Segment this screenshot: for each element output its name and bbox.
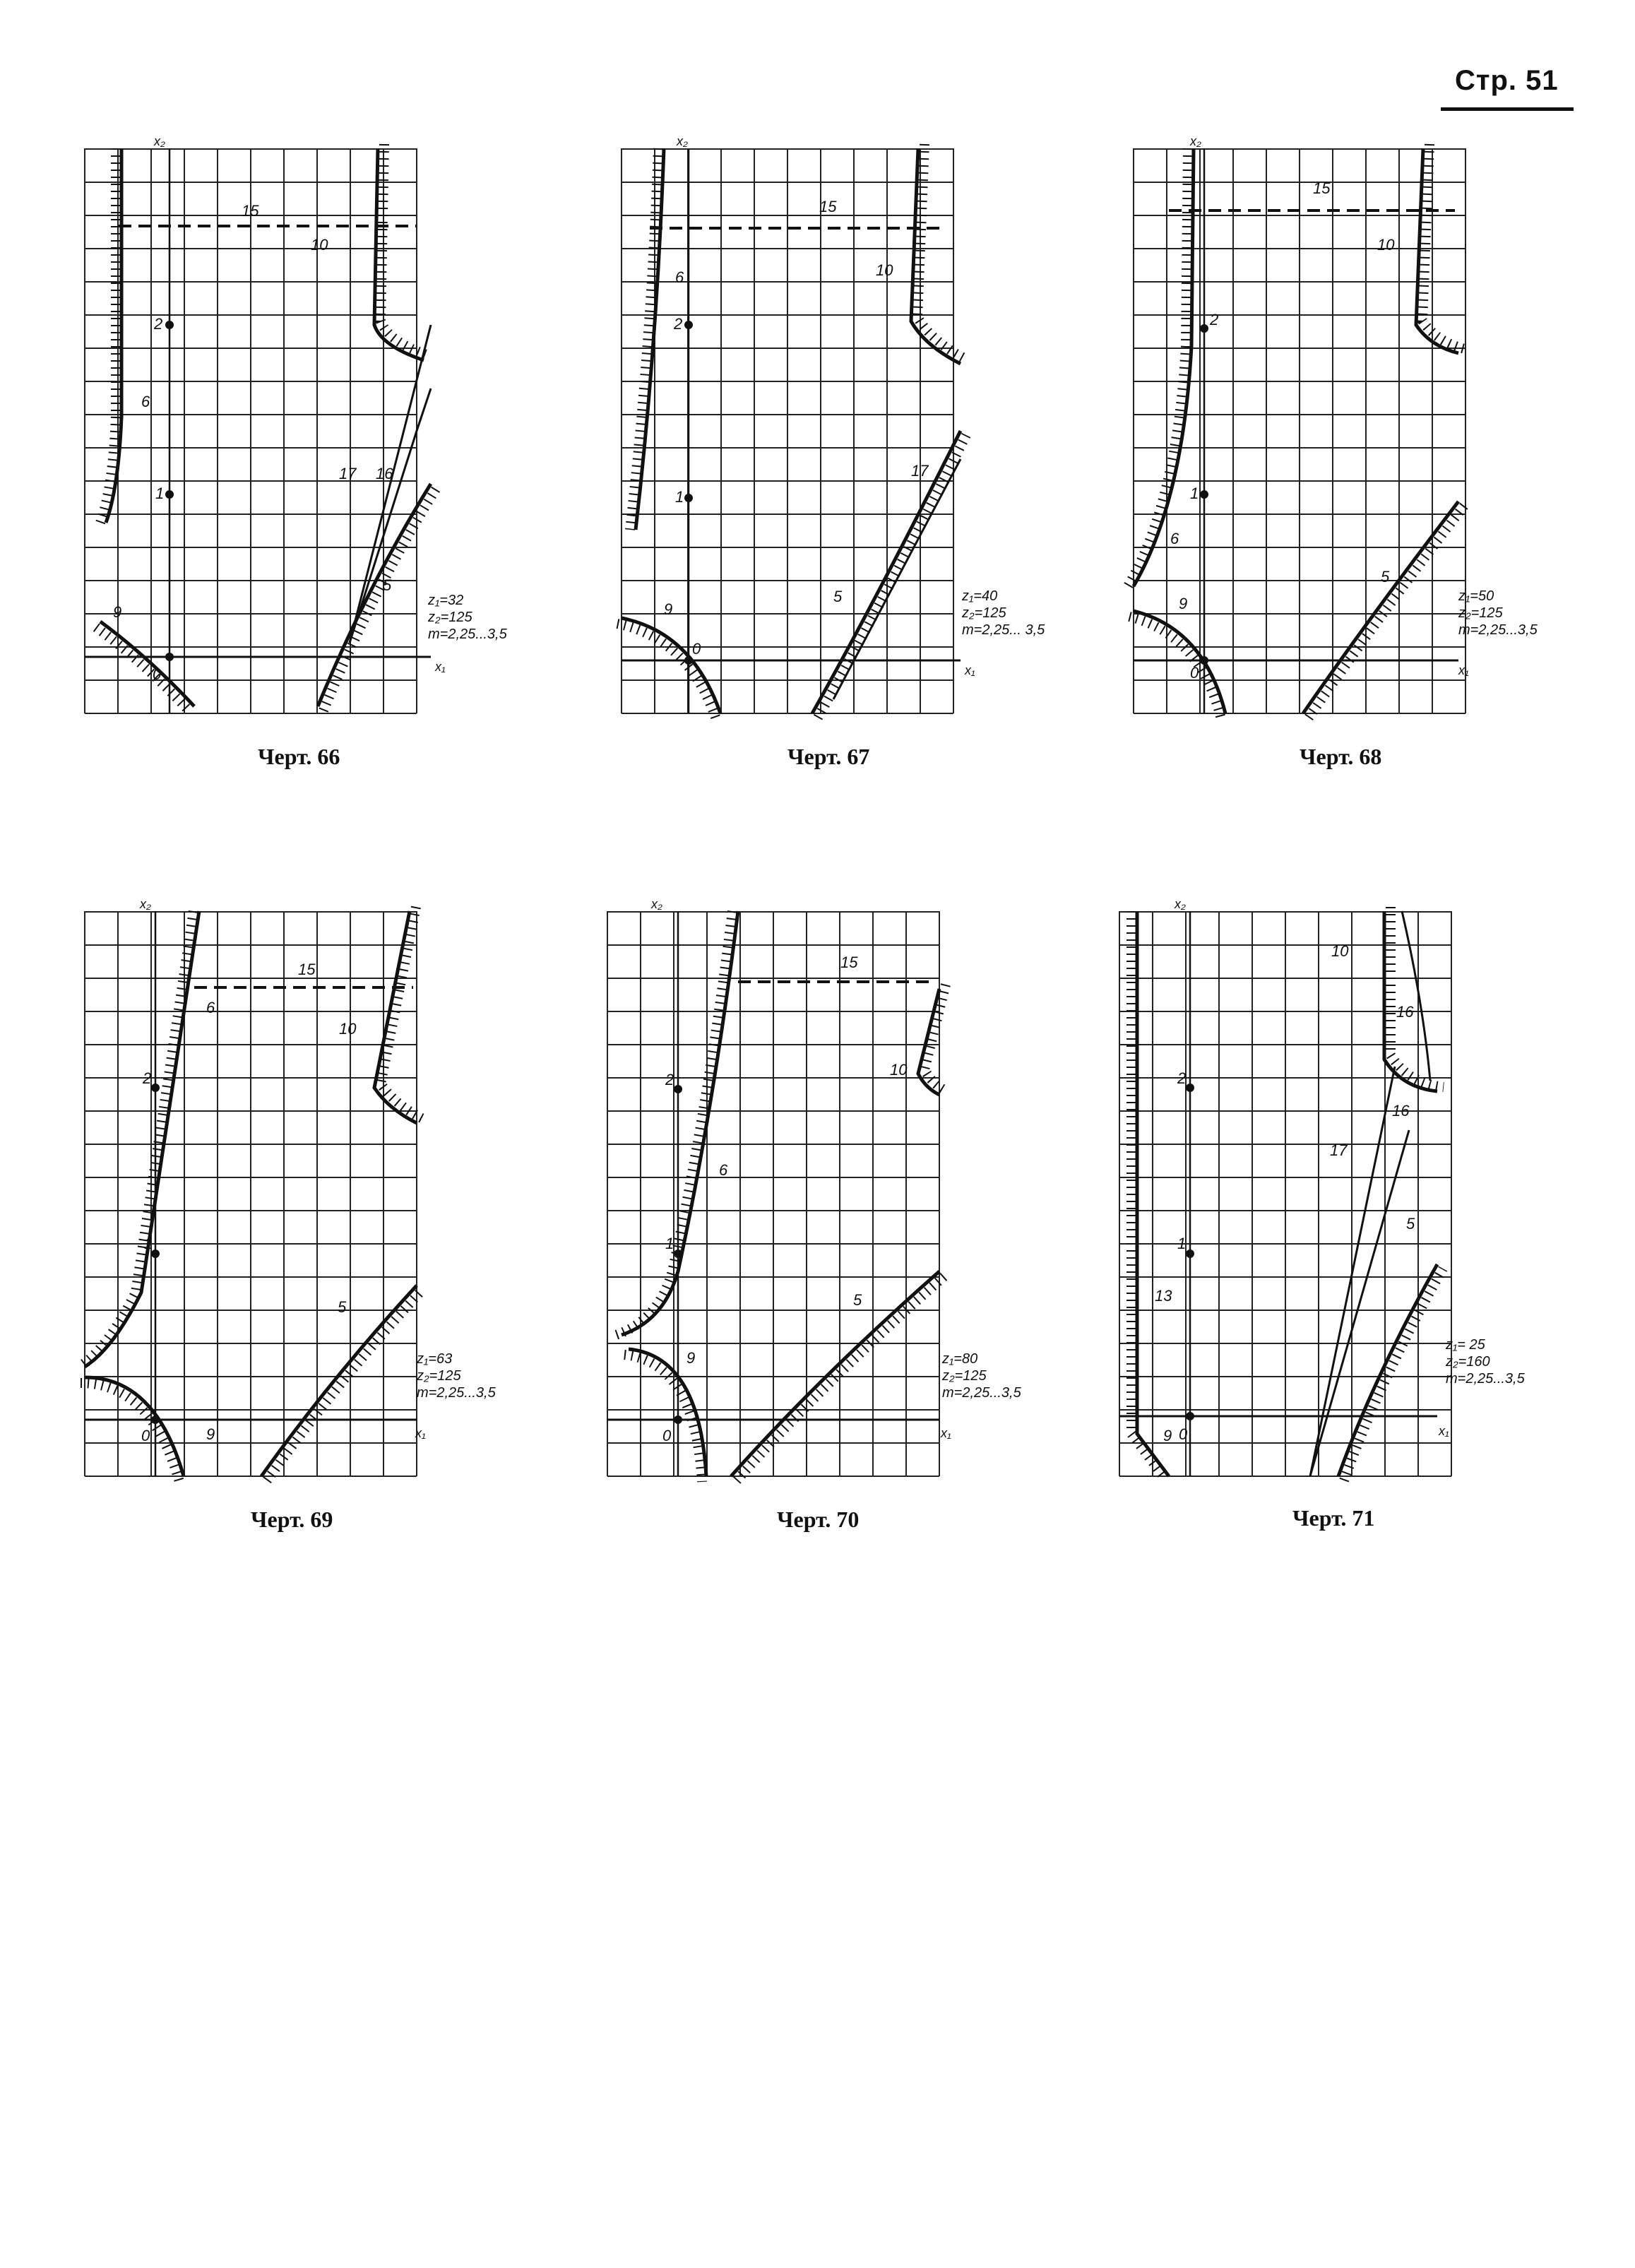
label-9: 9 xyxy=(1179,595,1188,612)
x1-axis-label: x₁ xyxy=(1439,1424,1449,1438)
curve-5-hatch xyxy=(1344,1269,1443,1480)
param-z2: z₂=125 xyxy=(962,605,1006,621)
x1-axis-label: x₁ xyxy=(415,1426,426,1440)
curve-5-hatch xyxy=(267,1290,422,1480)
label-5: 5 xyxy=(1381,568,1390,586)
param-z2: z₂=125 xyxy=(1458,605,1503,621)
point-1 xyxy=(165,490,174,499)
tick-1: 1 xyxy=(1190,485,1199,502)
label-5: 5 xyxy=(833,588,843,605)
label-10: 10 xyxy=(339,1020,357,1038)
param-z1: z₁=63 xyxy=(417,1351,453,1367)
label-15: 15 xyxy=(298,961,316,978)
label-10: 10 xyxy=(311,236,328,254)
label-17: 17 xyxy=(911,462,929,480)
curve-9 xyxy=(1134,611,1225,713)
figure-71 xyxy=(1119,897,1525,1547)
point-2 xyxy=(684,321,693,329)
point-2 xyxy=(1200,324,1208,333)
curve-6-hatch xyxy=(1128,148,1188,586)
curve-9-hatch xyxy=(624,1355,702,1482)
curve-17 xyxy=(350,325,431,643)
label-17: 17 xyxy=(339,465,357,482)
curve-5 xyxy=(1303,501,1458,713)
figure-caption: Черт. 71 xyxy=(1292,1505,1375,1531)
figure-caption: Черт. 67 xyxy=(787,744,870,769)
curve-6-hatch xyxy=(100,148,116,523)
point-1 xyxy=(684,494,693,502)
point-2 xyxy=(1186,1083,1194,1092)
label-15: 15 xyxy=(840,954,858,971)
figure-70 xyxy=(607,897,1021,1547)
curve-5-hatch xyxy=(818,435,966,718)
point-0 xyxy=(151,1415,160,1424)
param-z2: z₂=125 xyxy=(942,1368,987,1384)
tick-1: 1 xyxy=(1177,1235,1187,1252)
x2-axis-label: x₂ xyxy=(1190,134,1201,148)
label-5: 5 xyxy=(383,576,392,594)
label-6: 6 xyxy=(675,268,684,286)
figure-caption: Черт. 68 xyxy=(1300,744,1382,769)
label-16-upper: 16 xyxy=(1396,1003,1414,1021)
tick-2: 2 xyxy=(154,315,163,333)
param-m: m=2,25...3,5 xyxy=(1446,1371,1525,1387)
label-5: 5 xyxy=(853,1291,862,1309)
point-1 xyxy=(1200,490,1208,499)
label-15: 15 xyxy=(1313,179,1331,197)
curve-9 xyxy=(100,622,194,706)
curve-6 xyxy=(85,911,199,1367)
tick-1: 1 xyxy=(665,1235,674,1252)
x2-axis-label: x₂ xyxy=(140,897,151,911)
curve-5-hatch xyxy=(737,1276,945,1480)
label-10: 10 xyxy=(876,261,893,279)
point-1 xyxy=(674,1249,682,1258)
figure-66 xyxy=(85,134,507,784)
tick-0: 0 xyxy=(1179,1425,1188,1443)
label-15: 15 xyxy=(819,198,837,215)
param-m: m=2,25...3,5 xyxy=(942,1385,1021,1401)
x2-axis-label: x₂ xyxy=(677,134,688,148)
label-10: 10 xyxy=(1331,942,1349,960)
curve-10-hatch xyxy=(917,144,967,360)
param-z2: z₂=125 xyxy=(428,610,472,625)
label-6: 6 xyxy=(1170,530,1179,547)
tick-0: 0 xyxy=(662,1427,672,1444)
label-9: 9 xyxy=(113,603,122,621)
curve-10-hatch xyxy=(1422,144,1465,349)
grid xyxy=(85,148,417,713)
figure-67 xyxy=(622,134,1045,784)
curve-17 xyxy=(833,459,961,699)
point-2 xyxy=(151,1083,160,1092)
label-9: 9 xyxy=(1163,1427,1172,1444)
tick-2: 2 xyxy=(674,315,683,333)
curve-9-hatch xyxy=(96,627,190,712)
label-6: 6 xyxy=(206,999,215,1016)
figure-caption: Черт. 70 xyxy=(777,1507,860,1532)
tick-0: 0 xyxy=(153,665,162,683)
point-0 xyxy=(165,653,174,661)
param-m: m=2,25...3,5 xyxy=(428,627,507,642)
label-10: 10 xyxy=(1377,236,1395,254)
figure-caption: Черт. 69 xyxy=(251,1507,333,1532)
label-9: 9 xyxy=(664,600,673,618)
figure-caption: Черт. 66 xyxy=(258,744,340,769)
label-6: 6 xyxy=(719,1161,728,1179)
label-13: 13 xyxy=(1155,1287,1172,1305)
label-9: 9 xyxy=(206,1425,215,1443)
tick-2: 2 xyxy=(143,1069,152,1087)
curve-10-hatch xyxy=(381,144,430,356)
label-17: 17 xyxy=(1330,1141,1348,1159)
tick-1: 1 xyxy=(144,1235,153,1252)
tick-1: 1 xyxy=(155,485,165,502)
figure-69 xyxy=(85,897,496,1547)
tick-1: 1 xyxy=(675,488,684,506)
curve-16 xyxy=(350,388,431,643)
label-10: 10 xyxy=(890,1061,908,1079)
param-z2: z₂=125 xyxy=(417,1368,461,1384)
curve-6 xyxy=(1134,148,1194,586)
grid xyxy=(607,911,939,1476)
curve-13-hatch xyxy=(1131,911,1163,1476)
curve-9-hatch xyxy=(81,1383,179,1482)
x2-axis-label: x₂ xyxy=(651,897,662,911)
param-z1: z₁=80 xyxy=(942,1351,978,1367)
param-z1: z₁=32 xyxy=(428,593,464,608)
point-0 xyxy=(1186,1412,1194,1420)
curve-16-loop xyxy=(1402,911,1430,1081)
point-0 xyxy=(1200,656,1208,665)
curve-9 xyxy=(622,618,720,713)
point-2 xyxy=(674,1085,682,1093)
page-number-underline xyxy=(1441,107,1574,111)
label-16-lower: 16 xyxy=(1392,1102,1410,1120)
label-5: 5 xyxy=(338,1298,347,1316)
param-z2: z₂=160 xyxy=(1446,1354,1490,1370)
x1-axis-label: x₁ xyxy=(1458,663,1469,677)
tick-0: 0 xyxy=(692,640,701,658)
x1-axis-label: x₁ xyxy=(941,1426,951,1440)
param-z1: z₁=50 xyxy=(1458,588,1494,604)
param-z1: z₁=40 xyxy=(962,588,998,604)
x1-axis-label: x₁ xyxy=(965,663,975,677)
param-m: m=2,25... 3,5 xyxy=(962,622,1045,638)
label-16: 16 xyxy=(376,465,393,482)
param-z1: z₁= 25 xyxy=(1446,1337,1485,1353)
label-9: 9 xyxy=(686,1349,696,1367)
x2-axis-label: x₂ xyxy=(1175,897,1186,911)
param-m: m=2,25...3,5 xyxy=(417,1385,496,1401)
point-0 xyxy=(674,1415,682,1424)
point-2 xyxy=(165,321,174,329)
figure-68 xyxy=(1134,134,1538,784)
tick-2: 2 xyxy=(665,1071,674,1088)
curve-5 xyxy=(1338,1264,1437,1476)
tick-2: 2 xyxy=(1210,311,1219,328)
x1-axis-label: x₁ xyxy=(435,660,446,674)
curve-10-hatch xyxy=(1391,907,1444,1087)
point-1 xyxy=(1186,1249,1194,1258)
grid xyxy=(622,148,953,713)
param-m: m=2,25...3,5 xyxy=(1458,622,1538,638)
page-number: Стр. 51 xyxy=(1455,65,1559,96)
grid xyxy=(1119,911,1451,1476)
x2-axis-label: x₂ xyxy=(154,134,165,148)
label-15: 15 xyxy=(242,202,259,220)
label-5: 5 xyxy=(1406,1215,1415,1233)
tick-2: 2 xyxy=(1177,1069,1187,1087)
label-6: 6 xyxy=(141,393,150,410)
tick-0: 0 xyxy=(141,1427,150,1444)
tick-0: 0 xyxy=(1190,664,1199,682)
